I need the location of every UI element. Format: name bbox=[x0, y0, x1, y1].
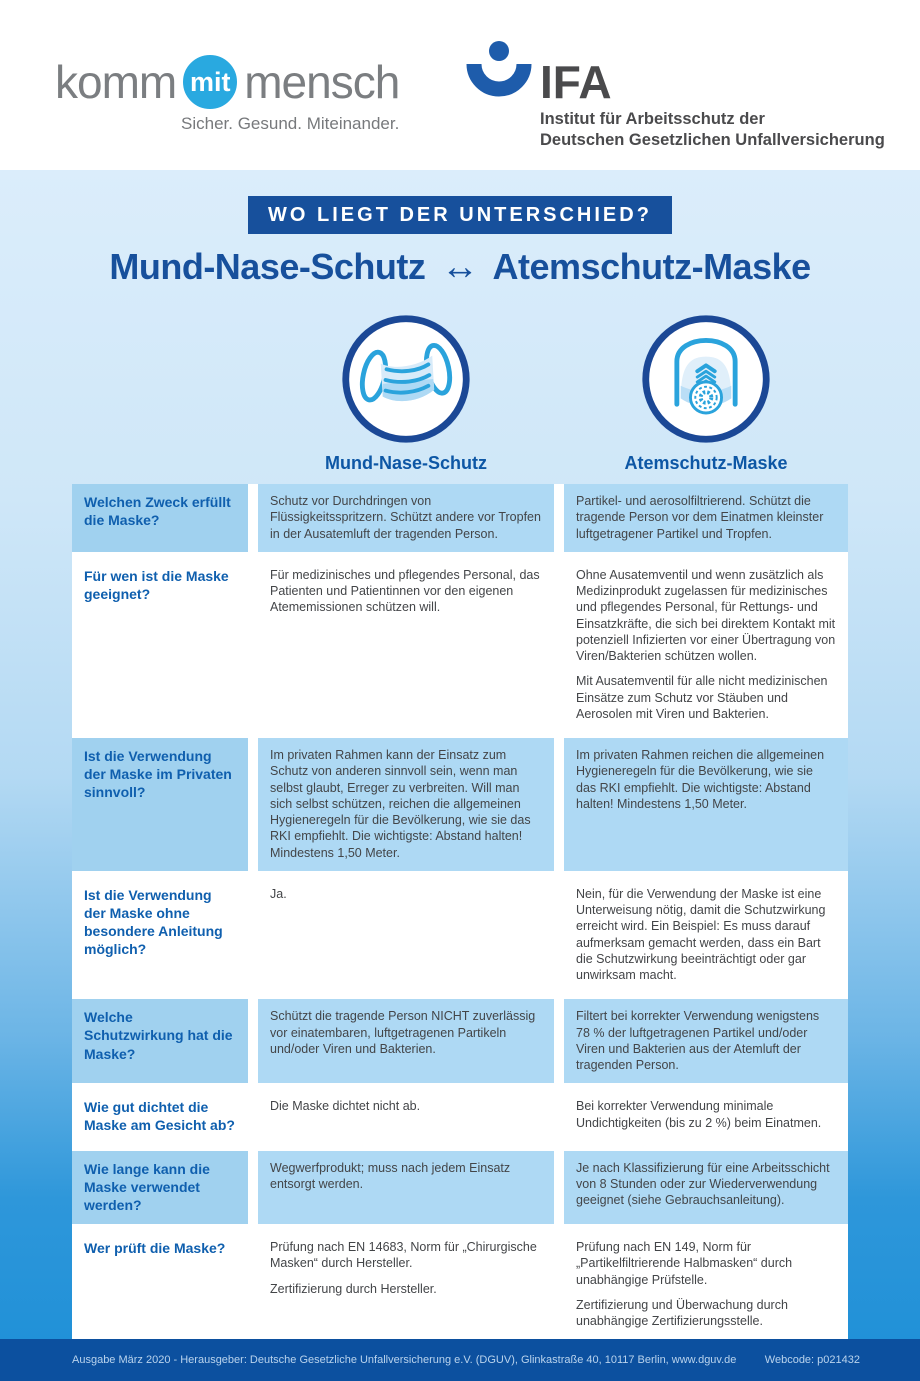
asm-answer-cell bbox=[564, 1230, 848, 1339]
question-cell: Ist die Verwendung der Maske im Privaten sinnvoll? bbox=[72, 738, 248, 871]
surgical-mask-icon bbox=[338, 311, 474, 447]
kommmitmensch-wordmark bbox=[55, 52, 399, 112]
icon-row-spacer bbox=[72, 311, 248, 474]
answer-paragraph: Im privaten Rahmen kann der Einsatz zum Schutz von anderen sinnvoll sein, wenn man selbst glaubt, Erreger zu verbreiten. Will man sich selbst schützen, reichen die allgemeinen Hygieneregeln für die Bevölkerung, wie sie das RKI empfiehlt. Die wichtigste: Abstand halten! Mindestens 1,50 Meter. bbox=[270, 748, 531, 860]
answer-paragraph: Mit Ausatemventil für alle nicht medizinischen Einsätze zum Schutz vor Stäuben und Aerosolen mit Viren und Bakterien. bbox=[576, 674, 828, 721]
surgical-mask-figure bbox=[258, 311, 554, 474]
ifa-subtitle-line2: Deutschen Gesetzlichen Unfallversicherung bbox=[540, 131, 885, 150]
question-cell: Wie lange kann die Maske verwendet werden? bbox=[72, 1151, 248, 1225]
question-cell: Welche Schutzwirkung hat die Maske? bbox=[72, 999, 248, 1083]
respirator-mask-figure bbox=[564, 311, 848, 474]
table-row bbox=[72, 877, 848, 994]
question-cell: Wie gut dichtet die Maske am Gesicht ab? bbox=[72, 1089, 248, 1144]
mns-answer-cell bbox=[258, 484, 554, 552]
ifa-subtitle bbox=[540, 109, 885, 152]
question-cell: Ist die Verwendung der Maske ohne besondere Anleitung möglich? bbox=[72, 877, 248, 994]
ifa-logo bbox=[468, 40, 885, 152]
asm-answer-cell bbox=[564, 877, 848, 994]
comparison-table bbox=[72, 484, 848, 1339]
table-row bbox=[72, 484, 848, 552]
mns-answer-cell bbox=[258, 1151, 554, 1225]
asm-answer-cell bbox=[564, 558, 848, 732]
answer-paragraph: Zertifizierung und Überwachung durch unabhängige Zertifizierungsstelle. bbox=[576, 1297, 788, 1329]
double-arrow-icon: ↔ bbox=[440, 246, 479, 288]
answer-paragraph: Für medizinisches und pflegendes Personal, das Patienten und Patientinnen vor den eigenen Atememissionen schützen will. bbox=[270, 567, 540, 615]
mns-answer-cell bbox=[258, 1089, 554, 1144]
answer-paragraph: Nein, für die Verwendung der Maske ist eine Unterweisung nötig, damit die Schutzwirkung erreicht wird. Ein Beispiel: Es muss darauf aufmerksam gemacht werden, dass ein Bart die Schutzwirkung beeinträchtigt oder gar unwirksam macht. bbox=[576, 886, 826, 982]
mns-answer-cell bbox=[258, 1230, 554, 1339]
asm-answer-cell bbox=[564, 1089, 848, 1144]
respirator-mask-icon bbox=[638, 311, 774, 447]
answer-paragraph: Im privaten Rahmen reichen die allgemeinen Hygieneregeln für die Bevölkerung, wie sie das RKI empfiehlt. Die wichtigste: Abstand halten! Mindestens 1,50 Meter. bbox=[576, 748, 825, 811]
answer-paragraph: Bei korrekter Verwendung minimale Undichtigkeiten (bis zu 2 %) beim Einatmen. bbox=[576, 1099, 822, 1130]
answer-paragraph: Schützt die tragende Person NICHT zuverlässig vor einatembaren, luftgetragenen Partikeln und/oder Viren und Bakterien. bbox=[270, 1009, 536, 1056]
kmm-word-mensch: mensch bbox=[244, 56, 400, 108]
answer-paragraph: Zertifizierung durch Hersteller. bbox=[270, 1281, 437, 1296]
answer-paragraph: Prüfung nach EN 149, Norm für „Partikelfiltrierende Halbmasken“ durch unabhängige Prüfstelle. bbox=[576, 1240, 793, 1287]
webcode-text: Webcode: p021432 bbox=[764, 1354, 860, 1367]
title-left: Mund-Nase-Schutz bbox=[109, 246, 426, 287]
answer-paragraph: Filtert bei korrekter Verwendung wenigstens 78 % der luftgetragenen Partikel und/oder Viren und Bakterien aus der Atemluft der tragenden Person. bbox=[576, 1009, 820, 1072]
main-content bbox=[0, 170, 920, 1339]
imprint-text: Ausgabe März 2020 - Herausgeber: Deutsche Gesetzliche Unfallversicherung e.V. (DGUV), Glinkastraße 40, 10117 Berlin, www.dguv.de bbox=[72, 1354, 737, 1367]
kmm-word-komm: komm bbox=[55, 56, 177, 108]
kmm-word-mit: mit bbox=[189, 66, 231, 97]
table-row bbox=[72, 738, 848, 871]
column-label-asm: Atemschutz-Maske bbox=[624, 453, 788, 473]
question-cell: Wer prüft die Maske? bbox=[72, 1230, 248, 1339]
answer-paragraph: Prüfung nach EN 14683, Norm für „Chirurgische Masken“ durch Hersteller. bbox=[270, 1240, 537, 1271]
header bbox=[0, 0, 920, 170]
ifa-logo-top bbox=[468, 40, 885, 108]
dguv-person-icon bbox=[468, 40, 530, 103]
banner: WO LIEGT DER UNTERSCHIED? bbox=[248, 196, 672, 234]
answer-paragraph: Wegwerfprodukt; muss nach jedem Einsatz entsorgt werden. bbox=[270, 1160, 511, 1191]
ifa-acronym: IFA bbox=[540, 55, 612, 108]
ifa-subtitle-line1: Institut für Arbeitsschutz der bbox=[540, 110, 765, 128]
page-title bbox=[0, 246, 920, 289]
asm-answer-cell bbox=[564, 999, 848, 1083]
asm-answer-cell bbox=[564, 1151, 848, 1225]
answer-paragraph: Schutz vor Durchdringen von Flüssigkeitsspritzern. Schützt andere vor Tropfen in der Ausatemluft der tragenden Person. bbox=[270, 494, 541, 541]
answer-paragraph: Die Maske dichtet nicht ab. bbox=[270, 1099, 421, 1114]
table-row bbox=[72, 1230, 848, 1339]
asm-answer-cell bbox=[564, 738, 848, 871]
answer-paragraph: Ohne Ausatemventil und wenn zusätzlich als Medizinprodukt zugelassen für medizinisches und pflegendes Personal, für Rettungs- und Einsatzkräfte, die sich bei direktem Kontakt mit potenziell Infizierten vor einer Übertragung von Viren/Bakterien schützen wollen. bbox=[576, 567, 836, 663]
question-cell: Welchen Zweck erfüllt die Maske? bbox=[72, 484, 248, 552]
answer-paragraph: Je nach Klassifizierung für eine Arbeitsschicht von 8 Stunden oder zur Wiederverwendung geeignet (siehe Gebrauchsanleitung). bbox=[576, 1160, 830, 1208]
mns-answer-cell bbox=[258, 738, 554, 871]
kmm-tagline: Sicher. Gesund. Miteinander. bbox=[181, 114, 400, 133]
title-right: Atemschutz-Maske bbox=[492, 246, 811, 287]
table-row bbox=[72, 999, 848, 1083]
table-row bbox=[72, 1089, 848, 1144]
mask-icons-row bbox=[72, 311, 848, 474]
table-row bbox=[72, 558, 848, 732]
answer-paragraph: Ja. bbox=[270, 886, 287, 901]
kmm-mit-badge-icon bbox=[180, 52, 240, 112]
footer bbox=[0, 1339, 920, 1381]
column-label-mns: Mund-Nase-Schutz bbox=[325, 453, 487, 473]
asm-answer-cell bbox=[564, 484, 848, 552]
mns-answer-cell bbox=[258, 558, 554, 732]
question-cell: Für wen ist die Maske geeignet? bbox=[72, 558, 248, 732]
answer-paragraph: Partikel- und aerosolfiltrierend. Schützt die tragende Person vor dem Einatmen kleinster luftgetragener Partikel und Tropfen. bbox=[576, 494, 824, 541]
kommmitmensch-logo bbox=[55, 52, 399, 134]
mns-answer-cell bbox=[258, 877, 554, 994]
mns-answer-cell bbox=[258, 999, 554, 1083]
table-row bbox=[72, 1151, 848, 1225]
